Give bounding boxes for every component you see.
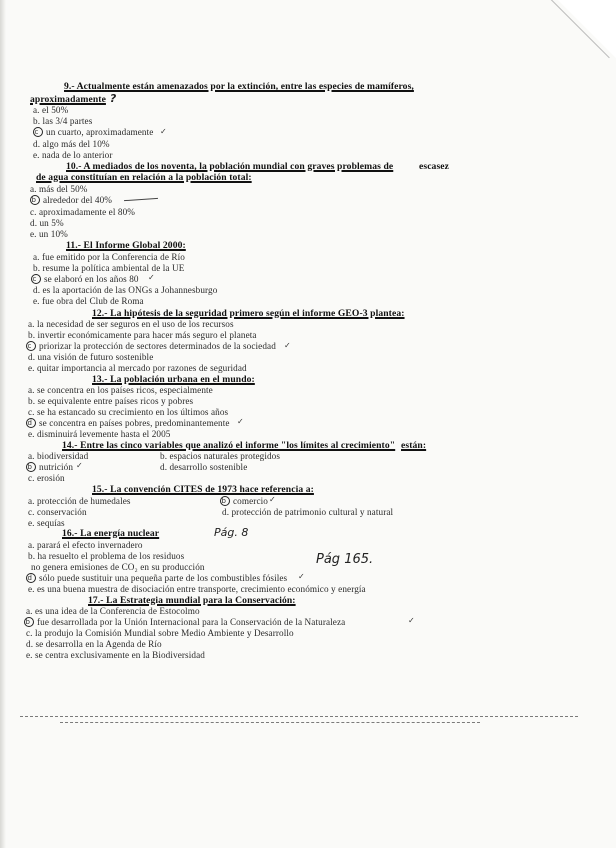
option: a. protección de humedales: [28, 496, 131, 506]
option: a. el 50%: [33, 105, 69, 115]
tick-mark-icon: ✓: [298, 572, 305, 581]
option-selected: se elaboró en los años 80: [44, 274, 139, 284]
option: b. espacios naturales protegidos: [160, 451, 281, 461]
option: d. es la aportación de las ONGs a Johannesburgo: [33, 285, 218, 295]
option: c. conservación: [28, 507, 87, 517]
option: b. se equivalente entre países ricos y pobres: [28, 396, 194, 406]
circle-letter: c: [27, 342, 32, 350]
question-title: 12.- La hipótesis de la seguridad primero según el informe GEO-3 plantea:: [92, 308, 405, 319]
option: no genera emisiones de CO₂ en su producción: [31, 562, 205, 572]
option: a. fue emitido por la Conferencia de Río: [33, 252, 185, 262]
option: c. se ha estancado su crecimiento en los últimos años: [28, 407, 229, 417]
option: a. más del 50%: [30, 184, 88, 194]
circle-letter: b: [25, 618, 30, 626]
question-title: 14.- Entre las cinco variables que analizó el informe "los límites al crecimiento": [62, 440, 396, 451]
option: a. es una idea de la Conferencia de Estocolmo: [26, 606, 200, 616]
question-title: 15.- La convención CITES de 1973 hace referencia a:: [92, 484, 314, 495]
tick-mark-icon: ✓: [269, 495, 276, 504]
option: b. resume la política ambiental de la UE: [33, 263, 185, 273]
circle-letter: d: [27, 419, 32, 427]
option: d. algo más del 10%: [33, 139, 110, 149]
option: e. se centra exclusivamente en la Biodiversidad: [26, 650, 205, 660]
circle-letter: d: [27, 574, 32, 582]
option-selected: alrededor del 40%: [43, 195, 113, 205]
option: e. quitar importancia al mercado por razones de seguridad: [28, 363, 247, 373]
tick-mark-icon: ✓: [237, 417, 244, 426]
option-selected: se concentra en países pobres, predominantemente: [39, 418, 230, 428]
option: a. se concentra en los países ricos, especialmente: [28, 385, 213, 395]
tick-mark-icon: ✓: [148, 273, 155, 282]
circle-letter: c: [34, 128, 39, 136]
pen-stroke: [124, 198, 158, 201]
option: e. sequías: [28, 518, 65, 528]
option: a. parará el efecto invernadero: [28, 540, 143, 550]
question-title: 17.- La Estrategia mundial para la Conservación:: [88, 595, 296, 606]
option: c. la produjo la Comisión Mundial sobre Medio Ambiente y Desarrollo: [26, 628, 294, 638]
option-selected: comercio: [233, 496, 268, 506]
circle-letter: b: [31, 196, 36, 204]
tick-mark-icon: ✓: [408, 616, 415, 625]
option: e. disminuirá levemente hasta el 2005: [28, 429, 171, 439]
option-selected: nutrición: [39, 462, 74, 472]
tick-mark-icon: ✓: [284, 341, 291, 350]
tick-mark-icon: ✓: [160, 127, 167, 136]
option-selected: priorizar la protección de sectores determinados de la sociedad: [39, 341, 276, 351]
option: e. nada de lo anterior: [33, 150, 113, 160]
option: b. ha resuelto el problema de los residuos: [28, 551, 185, 561]
folded-corner: [558, 0, 616, 58]
option: a. biodiversidad: [28, 451, 89, 461]
question-title-tail: están:: [401, 440, 427, 451]
option-selected: sólo puede sustituir una pequeña parte de los combustibles fósiles: [39, 573, 288, 583]
option: e. es una buena muestra de disociación entre transporte, crecimiento económico y energía: [28, 584, 366, 594]
circle-letter: c: [32, 275, 37, 283]
option: d. una visión de futuro sostenible: [28, 352, 154, 362]
option: b. invertir económicamente para hacer más seguro el planeta: [28, 330, 257, 340]
option: d. protección de patrimonio cultural y natural: [222, 507, 394, 517]
dashed-separator: [60, 722, 480, 723]
option: e. un 10%: [30, 229, 68, 239]
scan-shadow: [0, 0, 6, 848]
question-title: 16.- La energía nuclear: [62, 528, 160, 539]
question-title: 10.- A mediados de los noventa, la población mundial con graves problemas de: [66, 161, 394, 172]
option-selected: un cuarto, aproximadamente: [46, 127, 154, 137]
circle-letter: b: [27, 463, 32, 471]
option: c. erosión: [28, 473, 65, 483]
question-title: 9.- Actualmente están amenazados por la extinción, entre las especies de mamíferos,: [64, 81, 414, 92]
handwritten-page-note: Pág. 8: [214, 526, 249, 539]
option: a. la necesidad de ser seguros en el uso de los recursos: [28, 319, 234, 329]
tick-mark-icon: ✓: [76, 461, 83, 470]
option: d. un 5%: [30, 218, 64, 228]
handwritten-page-note: Pág 165.: [316, 552, 374, 567]
option: b. las 3/4 partes: [33, 116, 93, 126]
option: d. se desarrolla en la Agenda de Río: [26, 639, 162, 649]
option: c. aproximadamente el 80%: [30, 207, 136, 217]
question-title-tail: escasez: [419, 161, 449, 172]
option: d. desarrollo sostenible: [160, 462, 248, 472]
question-title: 13.- La población urbana en el mundo:: [92, 374, 255, 385]
question-title-continued: de agua constituían en relación a la población total:: [36, 172, 252, 183]
circle-letter: b: [221, 497, 226, 505]
option-selected: fue desarrollada por la Unión Internacional para la Conservación de la Naturaleza: [37, 617, 346, 627]
question-title-continued: aproximadamente ?: [30, 92, 117, 105]
option: e. fue obra del Club de Roma: [33, 296, 144, 306]
dashed-separator: [20, 716, 578, 717]
question-title: 11.- El Informe Global 2000:: [66, 240, 186, 251]
